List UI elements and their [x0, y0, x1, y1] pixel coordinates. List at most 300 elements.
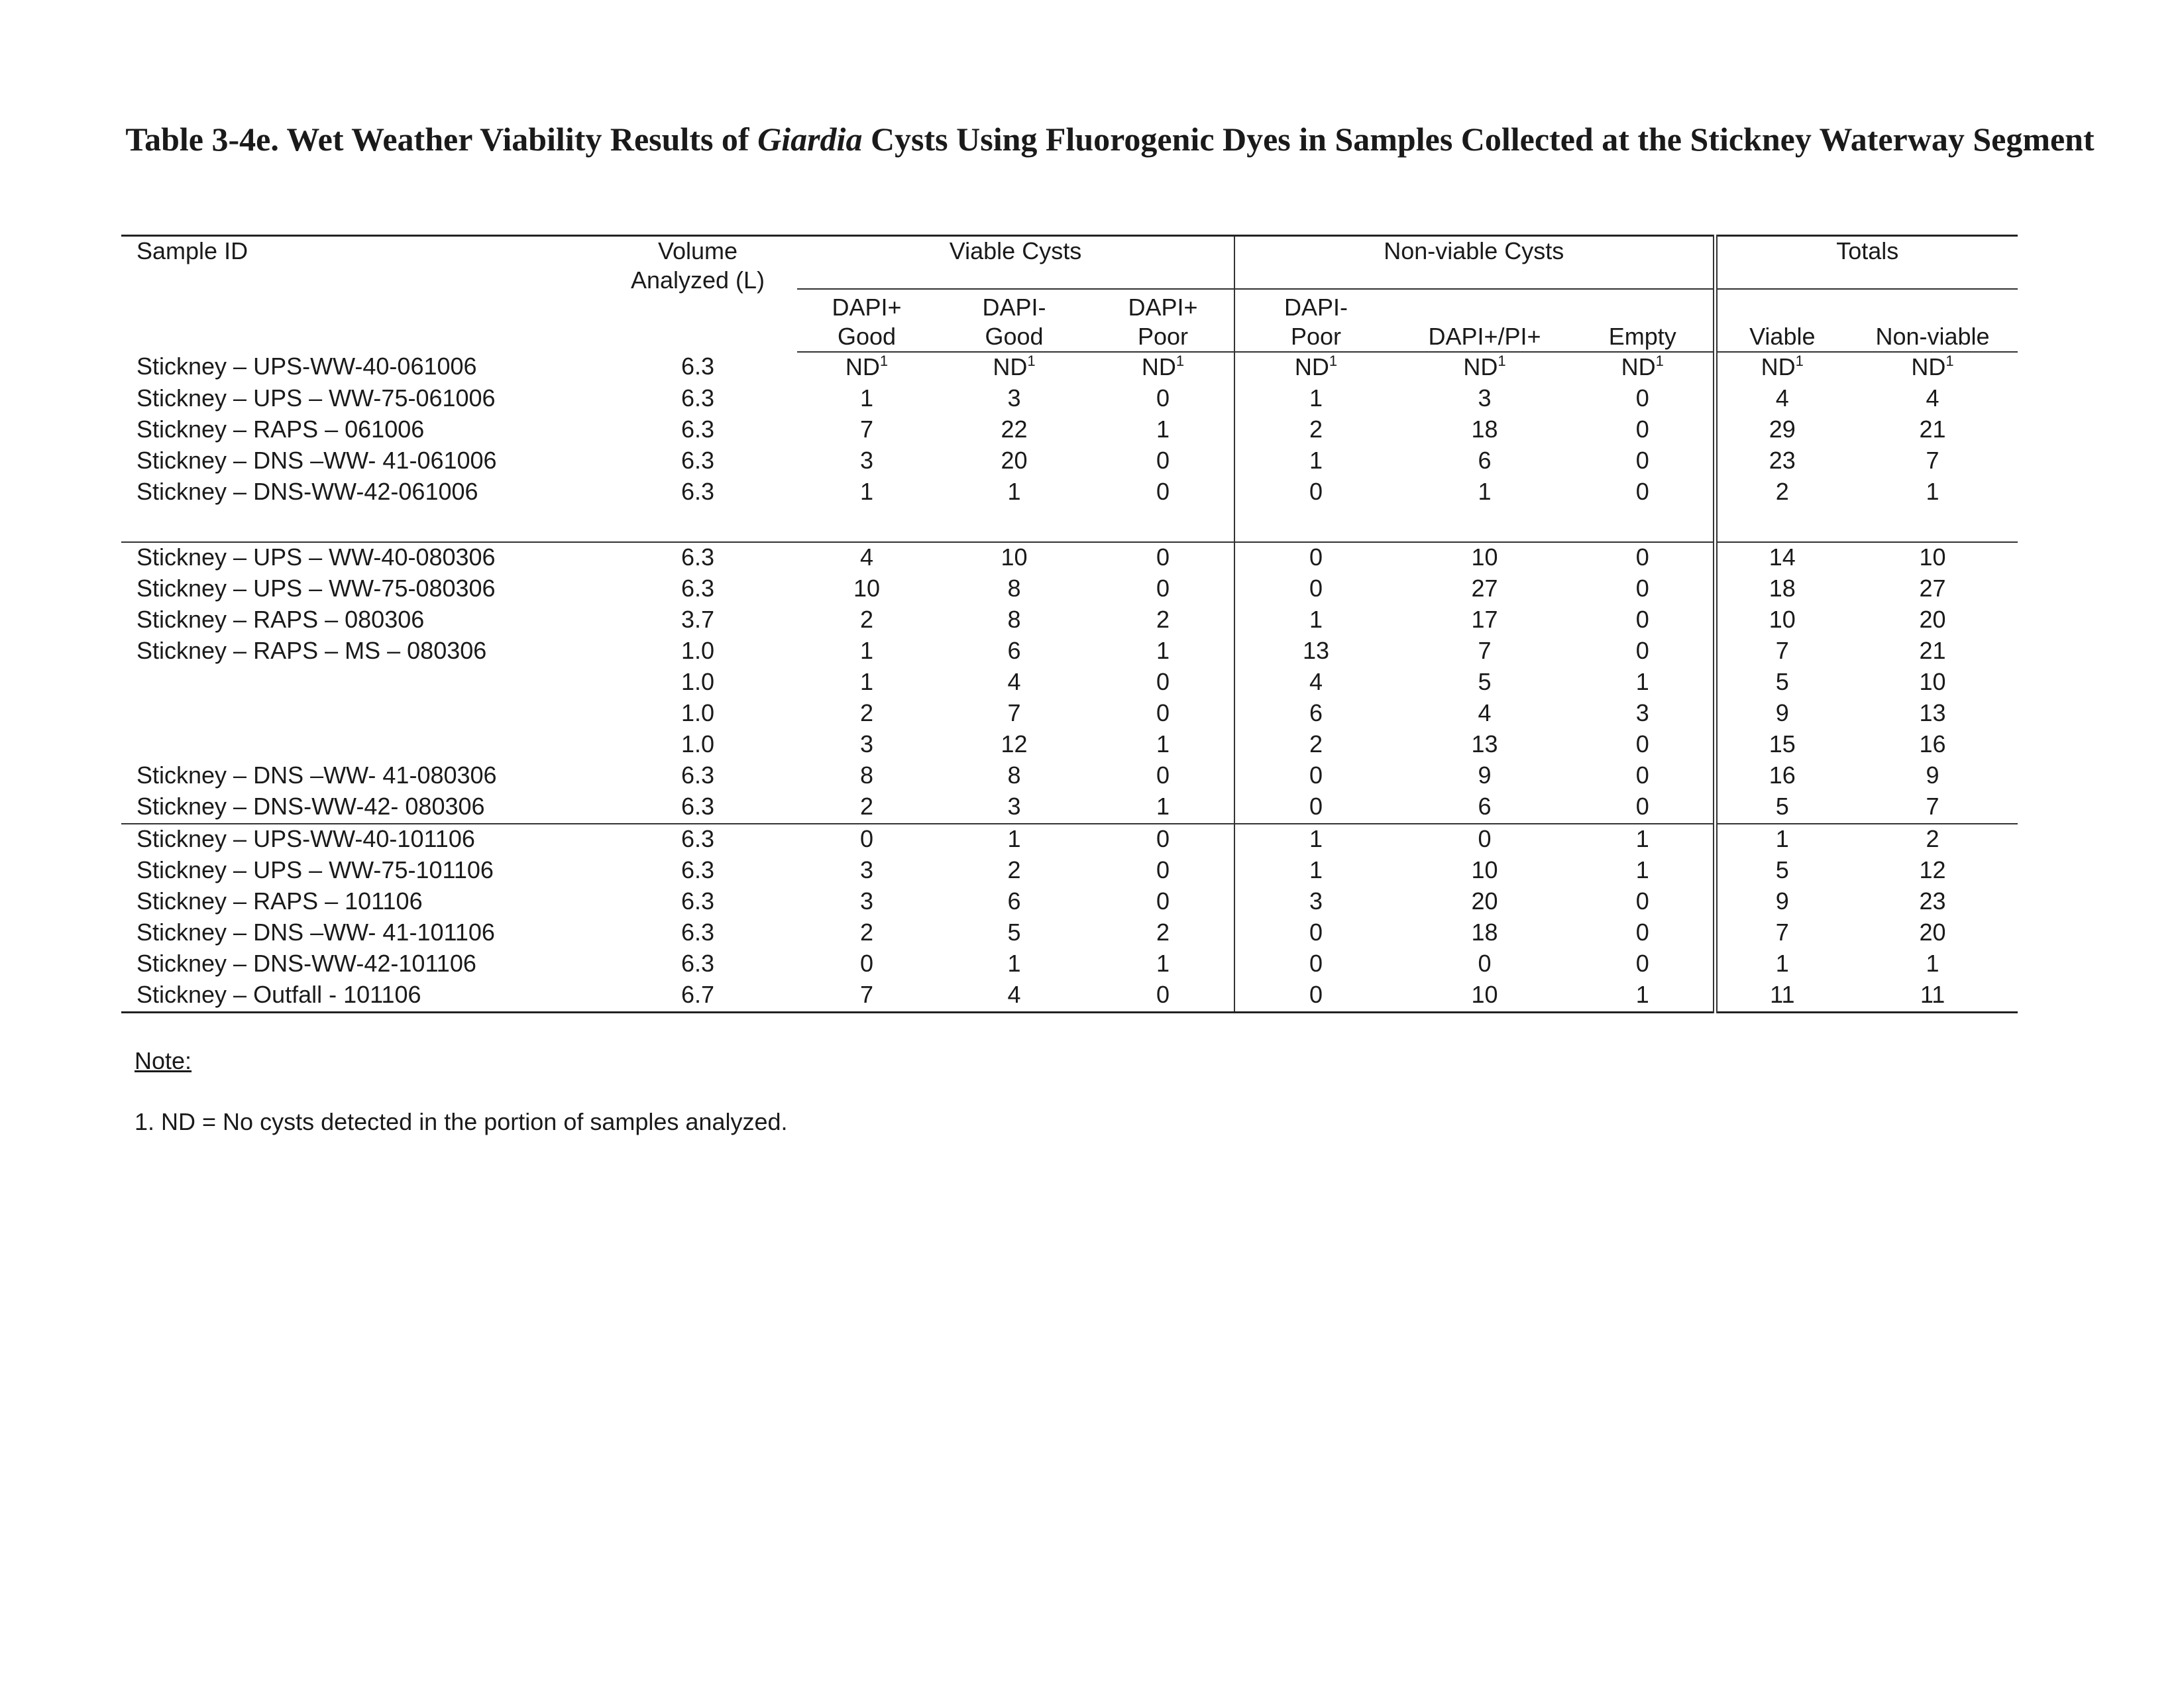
- value-text: 1: [859, 668, 874, 695]
- value-text: 1: [1478, 478, 1492, 505]
- value-text: 8: [1007, 761, 1021, 789]
- sub-header: [1234, 289, 1397, 352]
- value-cell: [1715, 446, 1847, 477]
- value-text: 2: [859, 919, 874, 946]
- value-cell: [936, 667, 1092, 699]
- table-row: [121, 415, 2018, 446]
- value-cell: [1847, 636, 2018, 667]
- sample-id-cell: Stickney – UPS-WW-40-061006: [136, 353, 477, 380]
- value-text: 0: [1156, 575, 1170, 602]
- value-text: 0: [1156, 447, 1170, 474]
- volume-cell: 6.3: [681, 950, 715, 977]
- value-cell: [1397, 384, 1572, 415]
- value-text: 0: [1156, 887, 1170, 915]
- value-cell: [1715, 415, 1847, 446]
- value-text: 6: [1007, 887, 1021, 915]
- value-text: 0: [1635, 447, 1649, 474]
- value-cell: [1092, 605, 1234, 636]
- sample-id-cell: Stickney – RAPS – 101106: [136, 887, 423, 915]
- value-cell: [1572, 542, 1715, 574]
- value-cell: [1092, 980, 1234, 1013]
- value-cell: [1397, 980, 1572, 1013]
- table-row: [121, 574, 2018, 605]
- volume-cell: 6.3: [681, 447, 715, 474]
- value-cell: [1572, 605, 1715, 636]
- value-cell: [797, 699, 936, 730]
- sample-id-cell: Stickney – UPS – WW-75-080306: [136, 575, 496, 602]
- value-text: 1: [1309, 384, 1323, 412]
- table-row: [121, 446, 2018, 477]
- volume-cell: 1.0: [681, 730, 715, 758]
- value-cell: [936, 384, 1092, 415]
- value-cell: [1715, 792, 1847, 824]
- value-cell: [1572, 446, 1715, 477]
- value-cell: [1234, 605, 1397, 636]
- value-text: 1: [1309, 825, 1323, 852]
- sample-id-cell: Stickney – UPS-WW-40-101106: [121, 824, 598, 856]
- sub-header-line2: Poor: [1137, 323, 1189, 350]
- value-text: 3: [1635, 699, 1649, 726]
- col-header-nonviable-cysts: Non-viable Cysts: [1234, 236, 1715, 290]
- value-cell: [1847, 352, 2018, 384]
- value-cell: [1715, 856, 1847, 887]
- value-cell: [1397, 667, 1572, 699]
- value-cell: [1397, 792, 1572, 824]
- value-text: 2: [859, 606, 874, 633]
- value-text: 0: [1635, 543, 1649, 571]
- value-text: 18: [1769, 575, 1796, 602]
- value-cell: [1234, 446, 1397, 477]
- volume-cell: 6.3: [681, 353, 715, 380]
- value-cell: [797, 918, 936, 949]
- value-text: 4: [1007, 981, 1021, 1008]
- volume-cell: 6.3: [681, 416, 715, 443]
- sample-id-cell: Stickney – DNS-WW-42-101106: [136, 950, 476, 977]
- value-text: 16: [1919, 730, 1946, 758]
- value-cell: [1092, 477, 1234, 508]
- value-cell: [1092, 667, 1234, 699]
- value-cell: [1092, 792, 1234, 824]
- value-text: 1: [1635, 856, 1649, 883]
- value-text: 13: [1302, 637, 1330, 664]
- value-text: 0: [1156, 543, 1170, 571]
- value-text: 5: [1478, 668, 1492, 695]
- value-text: 9: [1478, 761, 1492, 789]
- value-text: 7: [1007, 699, 1021, 726]
- sample-id-cell: Stickney – DNS –WW- 41-061006: [136, 447, 497, 474]
- value-text: 10: [1919, 668, 1946, 695]
- sample-id-cell: Stickney – DNS –WW- 41-101106: [136, 919, 495, 946]
- sample-id-cell: Stickney – UPS – WW-75-061006: [136, 384, 496, 412]
- value-cell: [1847, 918, 2018, 949]
- volume-header-line1: Volume: [657, 237, 738, 264]
- value-cell: [1715, 667, 1847, 699]
- value-text: 4: [1775, 384, 1789, 412]
- sub-header: [1092, 289, 1234, 352]
- value-cell: [1715, 477, 1847, 508]
- value-text: 1: [1309, 606, 1323, 633]
- value-text: 3: [859, 447, 874, 474]
- sub-header: [797, 289, 936, 352]
- value-cell: [1847, 415, 2018, 446]
- footnote-marker: 1: [1175, 353, 1185, 369]
- value-text: 0: [1635, 575, 1649, 602]
- value-text: 1: [1156, 416, 1170, 443]
- value-text: 7: [1478, 637, 1492, 664]
- value-text: 1: [1309, 447, 1323, 474]
- value-text: 3: [1309, 887, 1323, 915]
- value-cell: [1715, 352, 1847, 384]
- value-cell: [797, 352, 936, 384]
- value-cell: [1397, 856, 1572, 887]
- col-header-sample-id: Sample ID: [121, 236, 598, 353]
- value-cell: [1234, 352, 1397, 384]
- title-suffix: Cysts Using Fluorogenic Dyes in Samples Collected at the Stickney Waterway Segment: [862, 121, 2095, 158]
- value-text: 16: [1769, 761, 1796, 789]
- value-text: 0: [1635, 384, 1649, 412]
- volume-cell: 6.3: [598, 824, 797, 856]
- value-cell: [936, 415, 1092, 446]
- value-cell: [1715, 542, 1847, 574]
- sub-header-line1: DAPI-: [1283, 294, 1348, 321]
- value-text: 8: [1007, 575, 1021, 602]
- value-text: 6: [1478, 793, 1492, 820]
- value-cell: [797, 574, 936, 605]
- value-text: 13: [1919, 699, 1946, 726]
- spacer-cell: [121, 508, 598, 542]
- table-row: [121, 636, 2018, 667]
- value-cell: [1092, 542, 1234, 574]
- value-text: 0: [1309, 919, 1323, 946]
- col-header-volume: [598, 236, 797, 353]
- value-cell: [1847, 949, 2018, 980]
- value-cell: [1847, 856, 2018, 887]
- value-cell: [1397, 605, 1572, 636]
- table-row: [121, 699, 2018, 730]
- value-cell: [1397, 761, 1572, 792]
- value-cell: [1092, 384, 1234, 415]
- value-cell: [1234, 824, 1397, 856]
- value-cell: [1397, 730, 1572, 761]
- value-text: 1: [1156, 793, 1170, 820]
- value-cell: [936, 792, 1092, 824]
- value-cell: [1847, 384, 2018, 415]
- value-cell: [1572, 856, 1715, 887]
- volume-cell: 6.3: [598, 542, 797, 574]
- table-row: [121, 918, 2018, 949]
- table-row: [121, 352, 2018, 384]
- value-cell: [936, 446, 1092, 477]
- sub-header-line2: Good: [837, 323, 897, 350]
- table-row: [121, 949, 2018, 980]
- value-cell: [936, 856, 1092, 887]
- value-text: 0: [859, 950, 874, 977]
- value-text: 0: [1635, 761, 1649, 789]
- value-cell: [1397, 352, 1572, 384]
- footnote-marker: 1: [1795, 353, 1804, 369]
- volume-cell: 1.0: [681, 699, 715, 726]
- value-cell: [1234, 949, 1397, 980]
- value-text: 0: [1478, 950, 1492, 977]
- value-cell: [797, 949, 936, 980]
- value-cell: [1572, 477, 1715, 508]
- value-text: 2: [859, 699, 874, 726]
- value-text: 15: [1769, 730, 1796, 758]
- value-text: 1: [1926, 950, 1939, 977]
- volume-cell: 6.3: [681, 575, 715, 602]
- value-cell: [1234, 542, 1397, 574]
- value-cell: [1234, 477, 1397, 508]
- value-cell: [936, 605, 1092, 636]
- value-text: ND: [993, 353, 1028, 380]
- value-text: 10: [1001, 543, 1028, 571]
- value-cell: [1715, 605, 1847, 636]
- value-text: 21: [1919, 416, 1946, 443]
- value-text: 4: [1007, 668, 1021, 695]
- sub-header: [1715, 289, 1847, 352]
- value-cell: [936, 352, 1092, 384]
- value-cell: [1715, 636, 1847, 667]
- value-cell: [1572, 667, 1715, 699]
- value-text: 0: [1156, 478, 1170, 505]
- value-cell: [1092, 918, 1234, 949]
- value-cell: [797, 384, 936, 415]
- value-cell: [1572, 699, 1715, 730]
- value-cell: [1234, 730, 1397, 761]
- sub-header-line1: DAPI-: [982, 294, 1046, 321]
- value-cell: [1234, 415, 1397, 446]
- value-cell: [1234, 667, 1397, 699]
- value-text: 10: [1471, 856, 1498, 883]
- value-cell: [1572, 792, 1715, 824]
- sample-id-cell: Stickney – RAPS – MS – 080306: [136, 637, 487, 664]
- group-spacer: [121, 508, 2018, 542]
- value-text: 1: [1007, 825, 1021, 852]
- value-text: 3: [859, 856, 874, 883]
- value-cell: [1397, 918, 1572, 949]
- value-cell: [1397, 887, 1572, 918]
- spacer-cell: [1397, 508, 1572, 542]
- value-cell: [936, 730, 1092, 761]
- value-text: 11: [1920, 981, 1945, 1008]
- value-text: ND: [1463, 353, 1498, 380]
- value-text: 6: [1478, 447, 1492, 474]
- value-cell: [1092, 949, 1234, 980]
- value-text: 17: [1471, 606, 1498, 633]
- value-cell: [1715, 730, 1847, 761]
- value-cell: [797, 636, 936, 667]
- value-cell: [1847, 667, 2018, 699]
- value-text: 0: [1309, 793, 1323, 820]
- table-row: [121, 824, 2018, 856]
- spacer-cell: [598, 508, 797, 542]
- value-text: 10: [1471, 543, 1498, 571]
- value-cell: [1847, 824, 2018, 856]
- value-cell: [1847, 699, 2018, 730]
- value-text: 1: [1309, 856, 1323, 883]
- value-cell: [1847, 887, 2018, 918]
- value-cell: [797, 856, 936, 887]
- value-text: 0: [1309, 575, 1323, 602]
- value-text: 0: [1635, 887, 1649, 915]
- value-text: 0: [1156, 856, 1170, 883]
- sub-header: [1847, 289, 2018, 352]
- value-cell: [1715, 384, 1847, 415]
- value-cell: [1092, 636, 1234, 667]
- value-text: ND: [845, 353, 880, 380]
- value-text: 1: [1635, 825, 1649, 852]
- sub-header-line1: Empty: [1608, 323, 1676, 350]
- value-text: 20: [1919, 606, 1946, 633]
- value-text: 7: [859, 416, 874, 443]
- table-row: [121, 730, 2018, 761]
- spacer-cell: [1572, 508, 1715, 542]
- value-text: 20: [1471, 887, 1498, 915]
- value-cell: [1847, 980, 2018, 1013]
- value-text: 2: [859, 793, 874, 820]
- value-text: 1: [1156, 730, 1170, 758]
- value-text: 1: [859, 637, 874, 664]
- value-cell: [797, 887, 936, 918]
- value-cell: [1572, 949, 1715, 980]
- value-text: 0: [1635, 637, 1649, 664]
- value-text: 2: [1775, 478, 1789, 505]
- volume-cell: 6.3: [681, 761, 715, 789]
- value-cell: [1397, 574, 1572, 605]
- value-text: 2: [1156, 919, 1170, 946]
- value-text: 0: [1156, 981, 1170, 1008]
- table-row: [121, 477, 2018, 508]
- value-text: 12: [1001, 730, 1028, 758]
- value-cell: [1234, 761, 1397, 792]
- volume-cell: 1.0: [681, 637, 715, 664]
- col-header-viable-cysts: Viable Cysts: [797, 236, 1234, 290]
- value-text: 0: [1635, 730, 1649, 758]
- value-text: 0: [1309, 478, 1323, 505]
- sub-header-line1: Non-viable: [1875, 323, 1990, 350]
- sample-id-cell: [121, 667, 598, 699]
- value-cell: [1572, 761, 1715, 792]
- table-title: [119, 121, 2101, 158]
- value-cell: [1397, 542, 1572, 574]
- value-text: ND: [1141, 353, 1176, 380]
- value-text: 7: [1926, 447, 1939, 474]
- value-text: 0: [1635, 950, 1649, 977]
- value-cell: [797, 415, 936, 446]
- value-cell: [1715, 574, 1847, 605]
- value-cell: [936, 980, 1092, 1013]
- footnote-marker: 1: [1027, 353, 1036, 369]
- table-row: [121, 980, 2018, 1013]
- value-text: ND: [1294, 353, 1329, 380]
- value-cell: [936, 824, 1092, 856]
- value-cell: [1397, 446, 1572, 477]
- sub-header-line1: DAPI+: [832, 294, 902, 321]
- sub-header: [936, 289, 1092, 352]
- table-row: [121, 856, 2018, 887]
- value-text: 5: [1775, 668, 1789, 695]
- value-text: 7: [1926, 793, 1939, 820]
- value-cell: [1847, 542, 2018, 574]
- value-text: 9: [1775, 699, 1789, 726]
- value-text: 0: [859, 825, 874, 852]
- value-text: 14: [1769, 543, 1796, 571]
- value-text: 0: [1156, 825, 1170, 852]
- table-row: [121, 761, 2018, 792]
- value-text: 1: [1635, 668, 1649, 695]
- value-text: 12: [1919, 856, 1946, 883]
- volume-cell: 6.3: [681, 856, 715, 883]
- table-row: [121, 605, 2018, 636]
- value-text: 3: [1478, 384, 1492, 412]
- value-cell: [797, 792, 936, 824]
- value-cell: [1715, 918, 1847, 949]
- value-text: 0: [1309, 761, 1323, 789]
- value-text: ND: [1761, 353, 1796, 380]
- value-text: 2: [1926, 825, 1939, 852]
- value-cell: [936, 699, 1092, 730]
- value-cell: [1572, 918, 1715, 949]
- value-text: 3: [1007, 793, 1021, 820]
- value-cell: [1572, 730, 1715, 761]
- value-cell: [1234, 980, 1397, 1013]
- value-cell: [1234, 887, 1397, 918]
- value-cell: [797, 761, 936, 792]
- spacer-cell: [797, 508, 936, 542]
- value-cell: [797, 542, 936, 574]
- volume-cell: 1.0: [681, 668, 715, 695]
- sub-header-line1: DAPI+/PI+: [1428, 323, 1541, 350]
- viability-results-table: [121, 235, 2018, 1013]
- value-text: 1: [1775, 825, 1789, 852]
- value-text: ND: [1911, 353, 1946, 380]
- value-cell: [1715, 980, 1847, 1013]
- value-cell: [1234, 856, 1397, 887]
- value-cell: [1847, 477, 2018, 508]
- value-cell: [1092, 856, 1234, 887]
- volume-cell: 6.3: [681, 793, 715, 820]
- sample-id-cell: Stickney – UPS – WW-75-101106: [136, 856, 494, 883]
- value-text: 2: [1309, 730, 1323, 758]
- volume-cell: 6.3: [681, 384, 715, 412]
- value-text: 3: [1007, 384, 1021, 412]
- sample-id-cell: Stickney – DNS-WW-42-061006: [136, 478, 478, 505]
- value-text: 0: [1156, 384, 1170, 412]
- value-cell: [936, 949, 1092, 980]
- value-text: 3: [859, 730, 874, 758]
- value-cell: [936, 636, 1092, 667]
- value-cell: [936, 574, 1092, 605]
- value-cell: [936, 761, 1092, 792]
- value-text: 7: [1775, 637, 1789, 664]
- value-text: 2: [1007, 856, 1021, 883]
- value-cell: [797, 824, 936, 856]
- value-cell: [797, 477, 936, 508]
- value-cell: [797, 980, 936, 1013]
- value-cell: [1847, 761, 2018, 792]
- value-cell: [1092, 446, 1234, 477]
- footnote-marker: 1: [1329, 353, 1338, 369]
- value-text: 9: [1926, 761, 1939, 789]
- value-cell: [1234, 918, 1397, 949]
- value-text: 11: [1770, 981, 1795, 1008]
- sub-header-line2: Good: [985, 323, 1044, 350]
- value-cell: [936, 887, 1092, 918]
- value-text: 0: [1309, 543, 1323, 571]
- value-text: 1: [1007, 478, 1021, 505]
- value-cell: [1397, 699, 1572, 730]
- value-text: 1: [1775, 950, 1789, 977]
